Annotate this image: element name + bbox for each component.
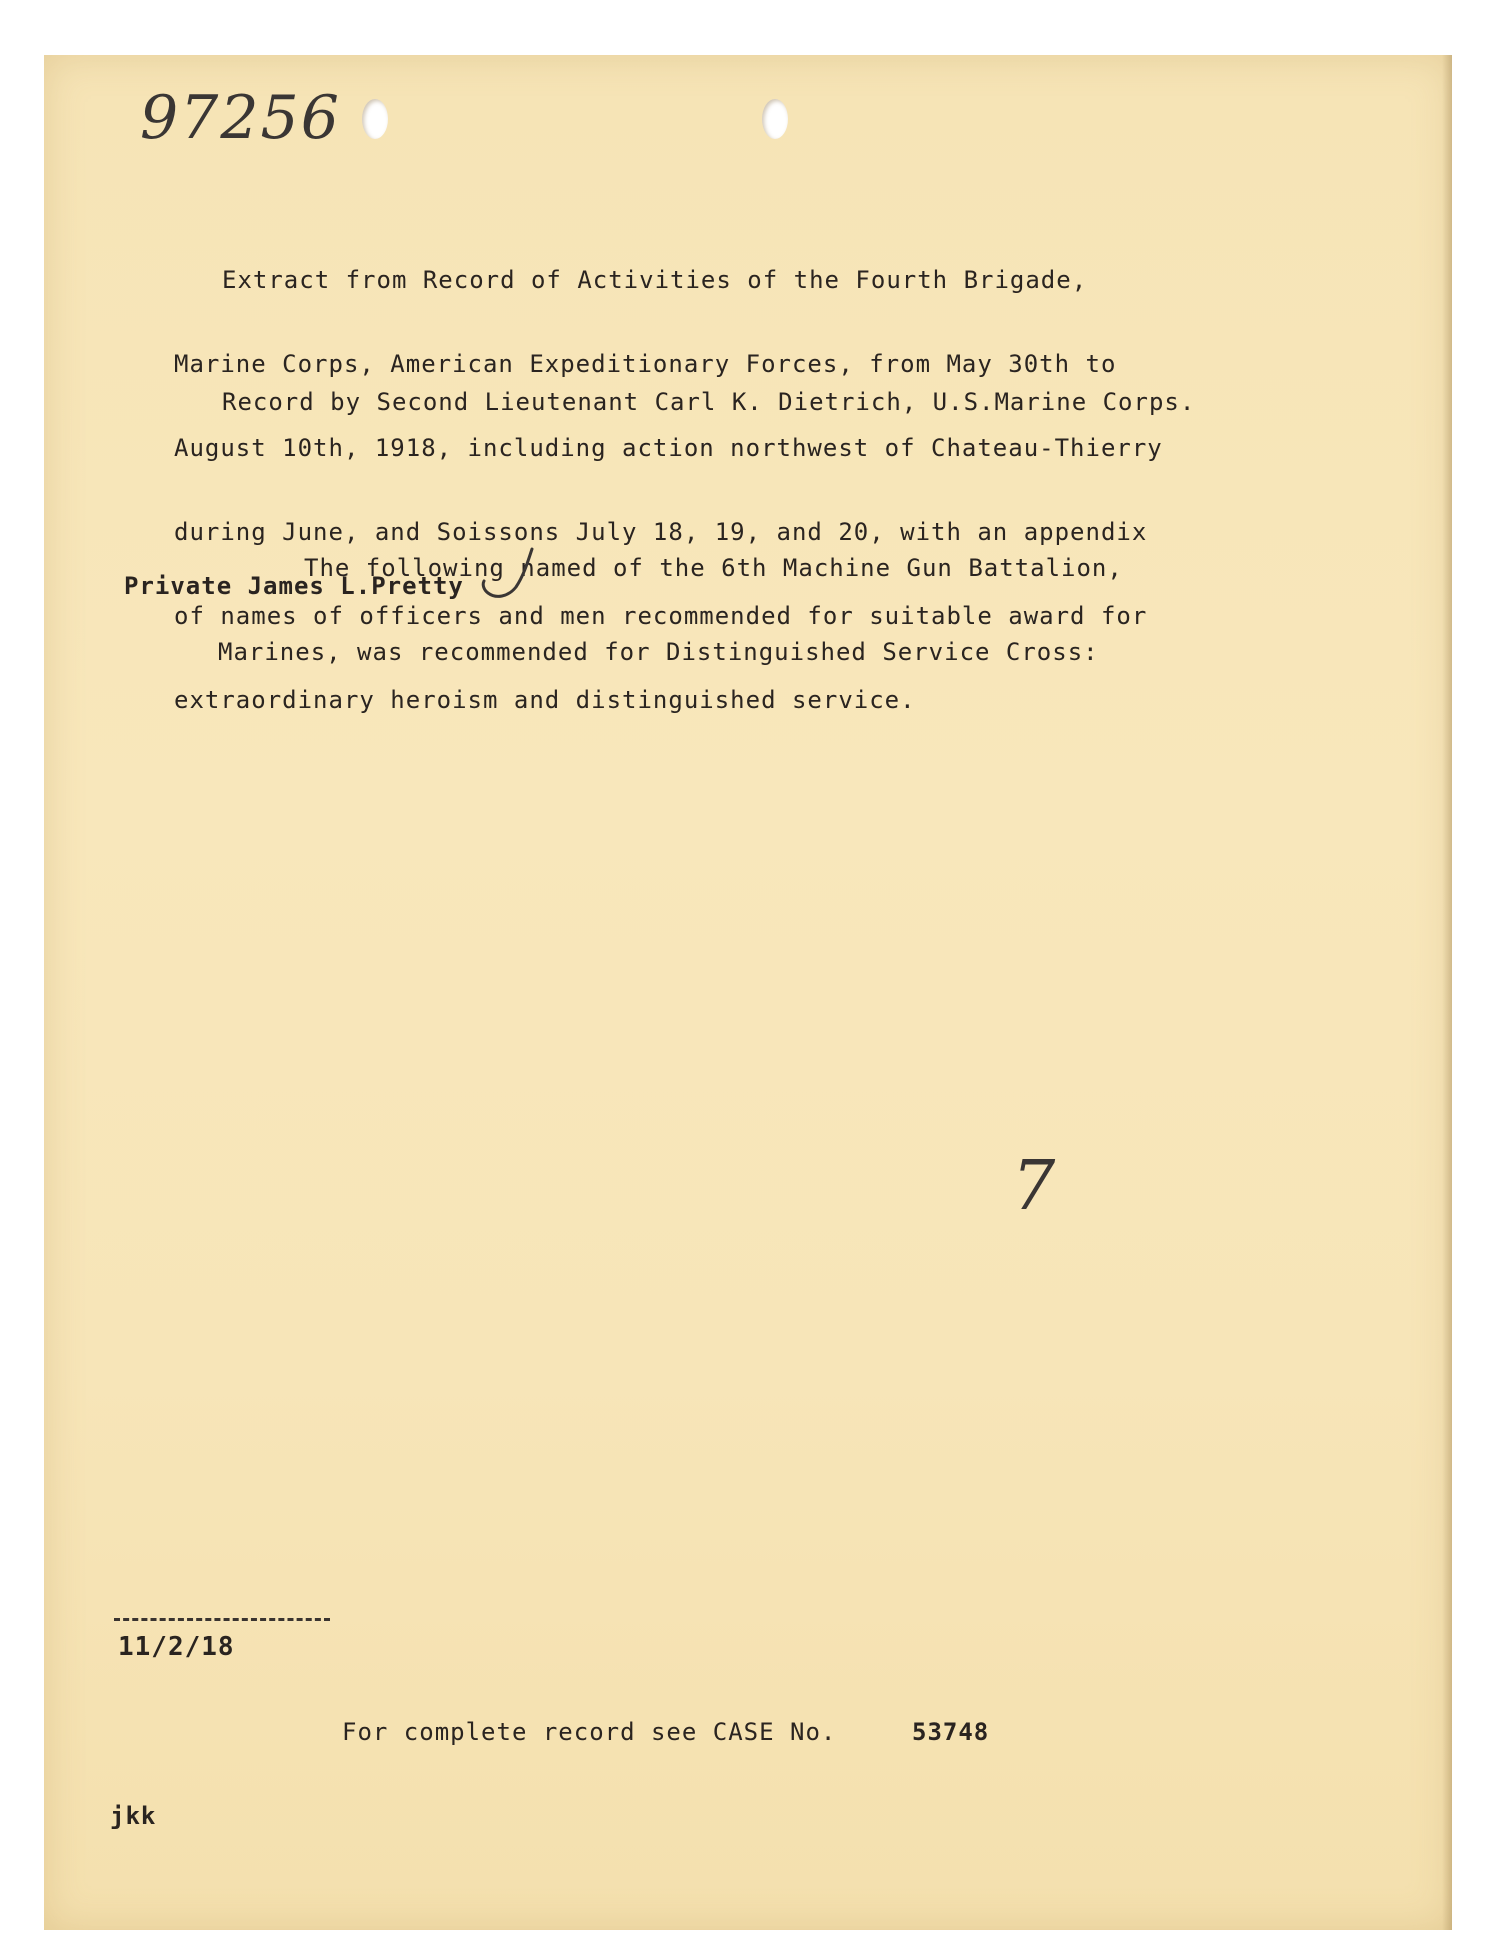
extract-line: Marine Corps, American Expeditionary Forces, from May 30th to [174,350,1117,378]
extract-line: of names of officers and men recommended for suitable award for [174,602,1148,630]
date-stamp: 11/2/18 [118,1632,235,1662]
recommendation-line: The following named of the 6th Machine Gun Battalion, [304,554,1123,582]
recommendation-paragraph [218,498,1123,722]
divider-dashes [114,1618,330,1621]
checkmark-icon [474,545,544,605]
handwritten-file-number: 97256 [140,83,341,153]
extract-line: extraordinary heroism and distinguished service. [174,686,916,714]
extract-line: Extract from Record of Activities of the Fourth Brigade, [222,266,1088,294]
record-by-line: Record by Second Lieutenant Carl K. Dietrich, U.S.Marine Corps. [222,388,1196,416]
recipient-name: Private James L.Pretty [124,572,464,600]
case-number: 53748 [912,1718,990,1746]
case-reference-label: For complete record see CASE No. [342,1718,837,1746]
punch-hole-right [762,99,788,139]
extract-line: during June, and Soissons July 18, 19, and 20, with an appendix [174,518,1148,546]
punch-hole-left [362,99,388,139]
recommendation-line: Marines, was recommended for Distinguished Service Cross: [218,638,1099,666]
handwritten-page-mark: 7 [1012,1147,1056,1226]
extract-line: August 10th, 1918, including action northwest of Chateau-Thierry [174,434,1163,462]
document-page [44,55,1452,1930]
typist-initials: jkk [110,1802,157,1830]
